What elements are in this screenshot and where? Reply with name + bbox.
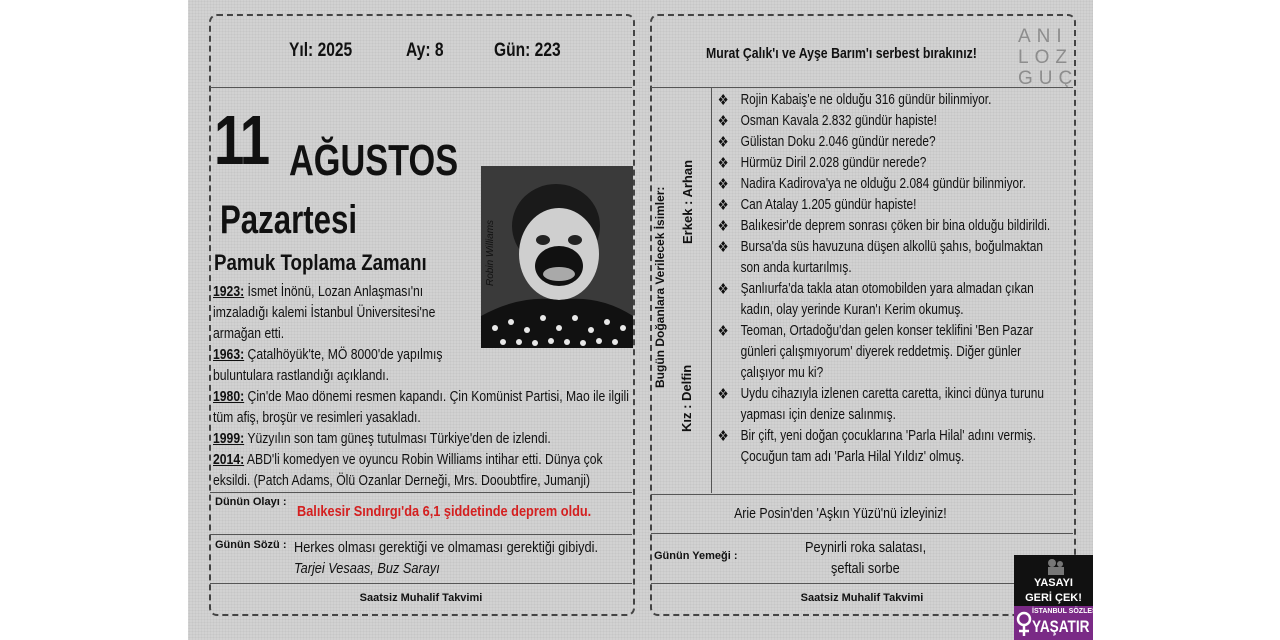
divider xyxy=(210,87,632,88)
event-text: İsmet İnönü, Lozan Anlaşması'nı imzaladığı kalemi İstanbul Üniversitesi'ne armağan etti. xyxy=(213,284,436,342)
news-item xyxy=(716,237,1060,279)
event-year: 1999: xyxy=(213,431,245,447)
bullet-icon: ❖ xyxy=(717,239,729,256)
weekday: Pazartesi xyxy=(220,198,358,242)
yesterday-event: Balıkesir Sındırgı'da 6,1 şiddetinde deprem oldu. xyxy=(297,503,592,520)
quote-text: Herkes olması gerektiği ve olmaması gerektiği gibiydi. xyxy=(294,539,599,556)
brand-logo: ANI LOZ GUÇ xyxy=(1018,26,1079,89)
news-text: Balıkesir'de deprem sonrası çöken bir bina olduğu bildirildi. xyxy=(740,218,1051,234)
news-text: Uydu cihazıyla izlenen caretta caretta, ikinci dünya turunu yapması için denize salınmış. xyxy=(740,386,1044,423)
history-event xyxy=(213,282,457,345)
silhouette-icon xyxy=(1014,555,1093,575)
bullet-icon: ❖ xyxy=(717,155,729,172)
badge-line-2: GERİ ÇEK! xyxy=(1025,592,1082,604)
badge-line-4: YAŞATIR xyxy=(1032,617,1090,636)
campaign-badge xyxy=(1014,555,1114,640)
food-line-2: şeftali sorbe xyxy=(831,560,900,577)
bullet-icon: ❖ xyxy=(717,134,729,151)
divider xyxy=(711,88,712,493)
divider xyxy=(210,492,632,493)
news-text: Hürmüz Diril 2.028 gündür nerede? xyxy=(740,155,927,171)
event-text: ABD'li komedyen ve oyuncu Robin Williams intihar etti. Dünya çok eksildi. (Patch Adams, Ölü Ozanlar Derneği, Mrs. Dooubtfire, Jumanji) xyxy=(213,452,603,489)
day-of-year-text: Gün: 223 xyxy=(494,40,561,61)
history-event xyxy=(213,450,633,492)
news-item xyxy=(716,90,1060,111)
news-item xyxy=(716,132,1060,153)
boy-name: Erkek : Arhan xyxy=(680,159,695,244)
right-header: Murat Çalık'ı ve Ayşe Barım'ı serbest bırakınız! xyxy=(706,45,977,62)
bullet-icon: ❖ xyxy=(717,113,729,130)
year-text: Yıl: 2025 xyxy=(289,40,353,61)
news-text: Osman Kavala 2.832 gündür hapiste! xyxy=(740,113,937,129)
bullet-icon: ❖ xyxy=(717,386,729,403)
divider xyxy=(651,533,1073,534)
bullet-icon: ❖ xyxy=(717,428,729,445)
event-year: 1980: xyxy=(213,389,245,405)
news-item xyxy=(716,321,1060,384)
event-text: Yüzyılın son tam güneş tutulması Türkiye'den de izlendi. xyxy=(244,431,551,447)
female-symbol-icon xyxy=(1015,609,1033,639)
news-text: Şanlıurfa'da takla atan otomobilden yara almadan çıkan kadın, olay yerinde Kuran'ı Kerim okumuş. xyxy=(740,281,1034,318)
divider xyxy=(651,494,1073,495)
news-text: Nadira Kadirova'ya ne olduğu 2.084 gündür bilinmiyor. xyxy=(740,176,1026,192)
history-events xyxy=(213,282,633,492)
food-line-1: Peynirli roka salatası, xyxy=(805,539,927,556)
event-year: 2014: xyxy=(213,452,245,468)
day-subtitle: Pamuk Toplama Zamanı xyxy=(214,250,427,275)
footer-right: Saatsiz Muhalif Takvimi xyxy=(800,592,924,604)
divider xyxy=(651,87,1073,88)
month-name: AĞUSTOS xyxy=(289,136,459,185)
news-item xyxy=(716,384,1060,426)
news-text: Rojin Kabaiş'e ne olduğu 316 gündür bilinmiyor. xyxy=(740,92,992,108)
food-label: Günün Yemeği : xyxy=(654,550,738,562)
event-text: Çin'de Mao dönemi resmen kapandı. Çin Komünist Partisi, Mao ile ilgili tüm afiş, broşür ve resimleri yasakladı. xyxy=(213,389,629,426)
news-item xyxy=(716,111,1060,132)
news-item xyxy=(716,195,1060,216)
photo-caption: Robin Williams xyxy=(485,219,496,286)
news-item xyxy=(716,426,1060,468)
news-text: Bursa'da süs havuzuna düşen alkollü şahıs, boğulmaktan son anda kurtarılmış. xyxy=(740,239,1043,276)
news-text: Can Atalay 1.205 gündür hapiste! xyxy=(740,197,917,213)
film-recommendation: Arie Posin'den 'Aşkın Yüzü'nü izleyiniz! xyxy=(734,505,947,522)
news-text: Gülistan Doku 2.046 gündür nerede? xyxy=(740,134,936,150)
news-text: Teoman, Ortadoğu'dan gelen konser teklifini 'Ben Pazar günleri çalışmıyorum' diyerek reddetmiş. Diğer günler çalışıyor mu ki? xyxy=(740,323,1034,381)
bullet-icon: ❖ xyxy=(717,92,729,109)
quote-label: Günün Sözü : xyxy=(215,539,287,551)
news-item xyxy=(716,216,1060,237)
badge-line-1: YASAYI xyxy=(1034,577,1073,589)
news-item xyxy=(716,174,1060,195)
quote-author: Tarjei Vesaas, Buz Sarayı xyxy=(294,560,440,577)
event-year: 1923: xyxy=(213,284,245,300)
bullet-icon: ❖ xyxy=(717,218,729,235)
bullet-icon: ❖ xyxy=(717,197,729,214)
girl-name: Kız : Delfin xyxy=(679,364,694,432)
divider xyxy=(210,534,632,535)
event-year: 1963: xyxy=(213,347,245,363)
history-event xyxy=(213,345,457,387)
badge-line-3: İSTANBUL SÖZLEŞMESİ xyxy=(1032,608,1114,615)
divider xyxy=(210,583,632,584)
divider xyxy=(651,583,1073,584)
bullet-icon: ❖ xyxy=(717,323,729,340)
news-item xyxy=(716,279,1060,321)
news-list xyxy=(716,90,1060,468)
news-text: Bir çift, yeni doğan çocuklarına 'Parla Hilal' adını vermiş. Çocuğun tam adı 'Parla Hilal Yıldız' olmuş. xyxy=(740,428,1036,465)
history-event xyxy=(213,429,633,450)
bullet-icon: ❖ xyxy=(717,176,729,193)
footer-left: Saatsiz Muhalif Takvimi xyxy=(359,592,483,604)
yesterday-label: Dünün Olayı : xyxy=(215,496,287,508)
news-item xyxy=(716,153,1060,174)
event-text: Çatalhöyük'te, MÖ 8000'de yapılmış buluntulara rastlandığı açıklandı. xyxy=(213,347,443,384)
badge-banner xyxy=(1014,606,1114,640)
names-title: Bugün Doğanlara Verilecek İsimler: xyxy=(653,186,667,388)
day-number: 11 xyxy=(214,101,269,179)
month-text: Ay: 8 xyxy=(406,40,444,61)
bullet-icon: ❖ xyxy=(717,281,729,298)
history-event xyxy=(213,387,633,429)
